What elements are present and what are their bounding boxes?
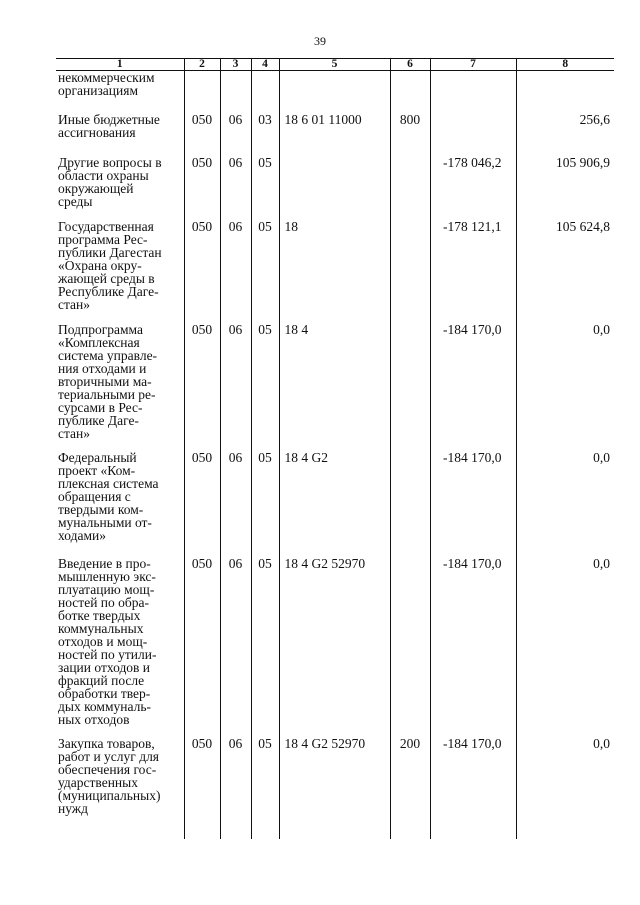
cell-subsection: 05	[251, 451, 279, 557]
cell-expense-type	[390, 156, 430, 220]
cell-code: 050	[184, 113, 220, 156]
cell-target-article	[279, 156, 390, 220]
cell-total-amount: 105 906,9	[516, 156, 614, 220]
cell-section: 06	[220, 737, 251, 839]
cell-expense-type: 800	[390, 113, 430, 156]
column-header-2: 2	[184, 59, 220, 71]
column-header-3: 3	[220, 59, 251, 71]
cell-subsection: 03	[251, 113, 279, 156]
cell-name: Федеральный проект «Ком- плексная система обращения с твердыми ком- мунальными от- ходами»	[58, 449, 159, 543]
cell-total-amount: 0,0	[516, 323, 614, 451]
table-row	[56, 451, 614, 557]
cell-expense-type	[390, 323, 430, 451]
cell-name: Подпрограмма «Комплексная система управле- ния отходами и вторичными ма- териальными ре- сурсами в Рес- публике Даге- стан»	[58, 321, 158, 441]
cell-expense-type	[390, 71, 430, 113]
column-header-4: 4	[251, 59, 279, 71]
table-row	[56, 113, 614, 156]
cell-code: 050	[184, 323, 220, 451]
table-body	[56, 71, 614, 839]
table-row	[56, 737, 614, 839]
cell-expense-type	[390, 451, 430, 557]
cell-target-article: 18 4 G2	[279, 451, 390, 557]
column-header-7: 7	[430, 59, 516, 71]
cell-code: 050	[184, 156, 220, 220]
cell-name: Закупка товаров, работ и услуг для обеспечения гос- ударственных (муниципальных) нужд	[58, 735, 161, 816]
cell-total-amount: 105 624,8	[516, 220, 614, 323]
cell-code: 050	[184, 451, 220, 557]
column-header-6: 6	[390, 59, 430, 71]
column-header-5: 5	[279, 59, 390, 71]
cell-total-amount: 256,6	[516, 113, 614, 156]
cell-name: Введение в про- мышленную экс- плуатацию мощ- ностей по обра- ботке твердых коммунальных отходов и мощ- ностей по утили- зации отходов и фракций после обработки твер- дых коммуналь- ных отходов	[58, 555, 157, 727]
cell-target-article: 18 6 01 11000	[279, 113, 390, 156]
cell-code	[184, 71, 220, 113]
cell-section: 06	[220, 451, 251, 557]
table-row	[56, 323, 614, 451]
cell-name: некоммерческим организациям	[58, 70, 155, 98]
cell-subsection: 05	[251, 557, 279, 737]
cell-target-article: 18 4	[279, 323, 390, 451]
cell-section	[220, 71, 251, 113]
cell-section: 06	[220, 323, 251, 451]
cell-total-amount: 0,0	[516, 557, 614, 737]
cell-name: Государственная программа Рес- публики Дагестан «Охрана окру- жающей среды в Республике Даге- стан»	[58, 218, 162, 312]
cell-change-amount	[430, 113, 516, 156]
cell-change-amount: -178 121,1	[430, 220, 516, 323]
cell-section: 06	[220, 113, 251, 156]
cell-subsection	[251, 71, 279, 113]
cell-target-article: 18 4 G2 52970	[279, 557, 390, 737]
cell-section: 06	[220, 220, 251, 323]
cell-name: Иные бюджетные ассигнования	[58, 111, 160, 140]
header-row	[56, 59, 614, 71]
cell-section: 06	[220, 156, 251, 220]
budget-table	[56, 58, 614, 839]
table-row	[56, 557, 614, 737]
cell-subsection: 05	[251, 323, 279, 451]
cell-change-amount: -184 170,0	[430, 451, 516, 557]
cell-expense-type	[390, 557, 430, 737]
cell-total-amount: 0,0	[516, 451, 614, 557]
table-row	[56, 156, 614, 220]
cell-change-amount: -184 170,0	[430, 737, 516, 839]
column-header-1: 1	[56, 59, 184, 71]
cell-change-amount: -178 046,2	[430, 156, 516, 220]
cell-target-article: 18 4 G2 52970	[279, 737, 390, 839]
cell-total-amount	[516, 71, 614, 113]
cell-total-amount: 0,0	[516, 737, 614, 839]
cell-change-amount	[430, 71, 516, 113]
table-row	[56, 71, 614, 113]
cell-section: 06	[220, 557, 251, 737]
cell-code: 050	[184, 557, 220, 737]
table-row	[56, 220, 614, 323]
cell-subsection: 05	[251, 737, 279, 839]
column-header-8: 8	[516, 59, 614, 71]
cell-change-amount: -184 170,0	[430, 323, 516, 451]
cell-name: Другие вопросы в области охраны окружающей среды	[58, 154, 162, 209]
cell-code: 050	[184, 737, 220, 839]
cell-target-article: 18	[279, 220, 390, 323]
cell-subsection: 05	[251, 156, 279, 220]
page-number: 39	[314, 34, 326, 48]
cell-expense-type: 200	[390, 737, 430, 839]
cell-subsection: 05	[251, 220, 279, 323]
cell-expense-type	[390, 220, 430, 323]
cell-change-amount: -184 170,0	[430, 557, 516, 737]
cell-target-article	[279, 71, 390, 113]
cell-code: 050	[184, 220, 220, 323]
